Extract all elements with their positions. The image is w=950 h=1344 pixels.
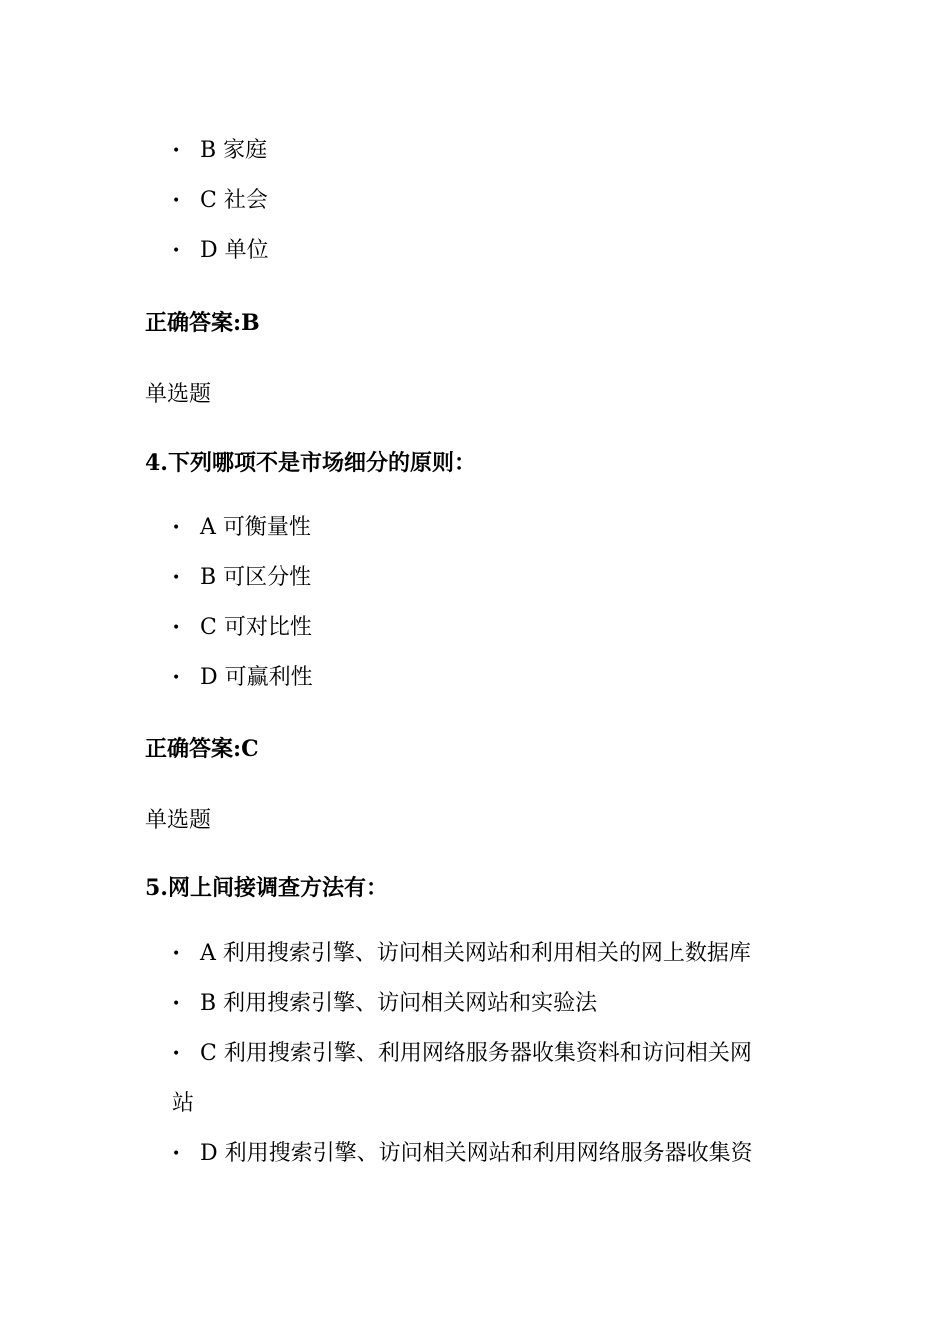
q4-option-d: D 可赢利性 [200, 665, 313, 690]
q4-option-a: A 可衡量性 [200, 515, 311, 540]
bullet-icon: • [172, 1046, 181, 1062]
bullet-icon: • [172, 946, 181, 962]
bullet-icon: • [172, 670, 181, 686]
bullet-icon: • [172, 620, 181, 636]
q5-option-c-continuation: 站 [172, 1091, 195, 1116]
q5-option-d: D 利用搜索引擎、访问相关网站和利用网络服务器收集资 [200, 1141, 753, 1166]
q5-question-text: 5.网上间接调查方法有： [145, 875, 388, 901]
bullet-icon: • [172, 570, 181, 586]
q5-option-b: B 利用搜索引擎、访问相关网站和实验法 [200, 991, 598, 1016]
bullet-icon: • [172, 520, 181, 536]
q4-correct-answer: 正确答案:C [145, 736, 259, 762]
bullet-icon: • [172, 996, 181, 1012]
q4-question-type: 单选题 [145, 382, 212, 407]
q4-option-b: B 可区分性 [200, 565, 312, 590]
q5-question-type: 单选题 [145, 808, 212, 833]
q5-option-a: A 利用搜索引擎、访问相关网站和利用相关的网上数据库 [200, 941, 751, 966]
q3-correct-answer: 正确答案:B [145, 310, 260, 336]
bullet-icon: • [172, 193, 181, 209]
bullet-icon: • [172, 243, 181, 259]
bullet-icon: • [172, 143, 181, 159]
q4-option-c: C 可对比性 [200, 615, 312, 640]
q3-option-d: D 单位 [200, 238, 269, 263]
q3-option-c: C 社会 [200, 188, 268, 213]
q3-option-b: B 家庭 [200, 138, 268, 163]
bullet-icon: • [172, 1146, 181, 1162]
q4-question-text: 4.下列哪项不是市场细分的原则： [145, 450, 476, 476]
q5-option-c: C 利用搜索引擎、利用网络服务器收集资料和访问相关网 [200, 1041, 752, 1066]
